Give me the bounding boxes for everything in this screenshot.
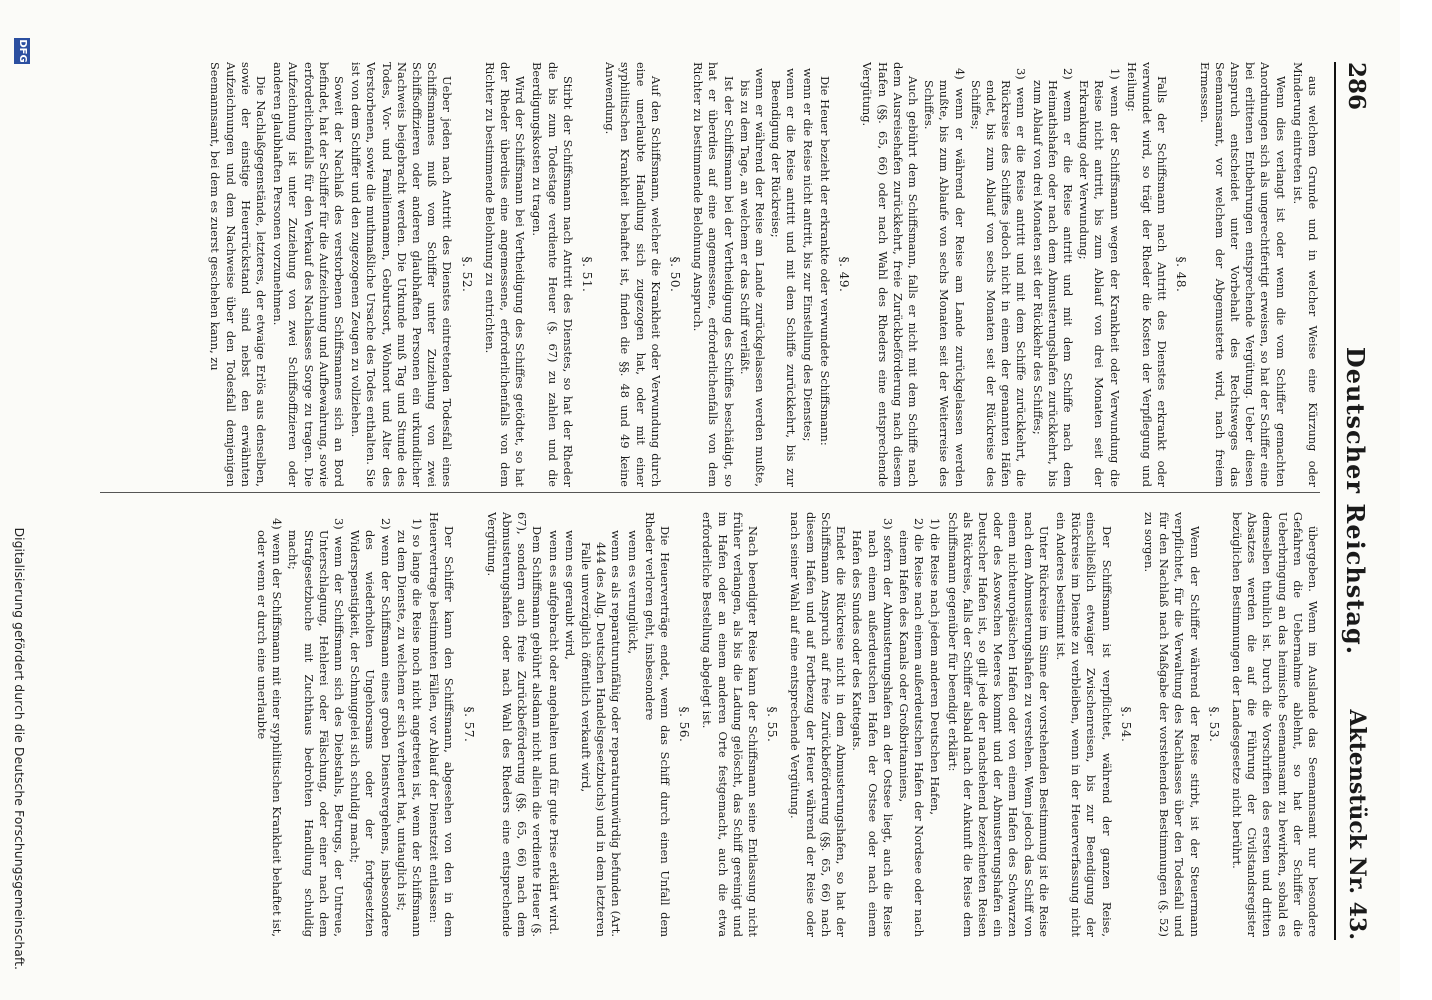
list-item: wenn es verunglückt, xyxy=(625,530,640,655)
list-item: 2) wenn er die Reise antritt und mit dem Schiffe nach dem Heimathshafen oder nach dem Abmusterungshafen zurückkehrt, bis zum Ablauf von drei Monaten seit der Rückkehr des Schiffes; xyxy=(1030,68,1075,487)
paragraph: Nach beendigter Reise kann der Schiffsmann seine Entlassung nicht früher verlangen, als bis die Ladung gelöscht, das Schiff gereinigt und im Hafen oder an einem anderen Orte festgemacht, auch die etwa erforderliche Bestellung abgelegt ist. xyxy=(700,512,761,937)
list-item: wenn er die Reise nicht antritt, bis zur Einstellung des Dienstes; xyxy=(800,68,815,442)
list-item: wenn er während der Reise am Lande zurückgelassen werden mußte, bis zu dem Tage, an welchem er das Schiff verläßt. xyxy=(737,68,768,487)
list-item: wenn es aufgebracht oder angehalten und für gute Prise erklärt wird. xyxy=(546,530,561,935)
list-item: 3) wenn der Schiffsmann sich des Diebstahls, Betrugs, der Untreue, Unterschlagung, Hehlerei oder Fälschung, oder einer nach dem Strafgesetzbuche mit Zuchthaus bedrohten Handlung schuldig macht; xyxy=(286,518,347,937)
paragraph: Wird der Schiffsmann bei Vertheidigung des Schiffes getödtet, so hat der Rheder überdies eine angemessene, erforderlichenfalls von dem Richter zu bestimmende Belohnung zu entrichten. xyxy=(482,62,528,487)
list-item: wenn er die Reise antritt und mit dem Schiffe zurückkehrt, bis zur Beendigung der Rückreise; xyxy=(769,68,799,487)
paragraph: Ist der Schiffsmann bei der Vertheidigung des Schiffes beschädigt, so hat er überdies auf eine angemessene, erforderlichenfalls von dem Richter zu bestimmende Belohnung Anspruch. xyxy=(691,62,736,487)
list-item: 3) wenn er die Reise antritt und mit dem Schiffe zurückkehrt, die Rückreise des Schiffes jedoch nicht in einem der genannten Häfen endet, bis zum Ablauf von sechs Monaten seit der Rückreise des Schiffes; xyxy=(968,68,1029,487)
paragraph: Die Heuerverträge endet, wenn das Schiff durch einen Unfall dem Rheder verloren geht, insbesondere xyxy=(642,512,673,937)
section-heading: §. 51. xyxy=(580,256,595,293)
text-column-left xyxy=(80,62,1320,487)
column-divider xyxy=(100,492,1320,493)
list-item: 2) wenn der Schiffsmann eines groben Dienstvergehens, insbesondere des wiederholten Ungehorsams oder der fortgesetzten Widerspenstigkeit, der Schmuggelei sich schuldig macht; xyxy=(348,518,393,937)
paragraph: Der Schiffsmann ist verpflichtet, während der ganzen Reise, einschließlich etwaiger Zwischenreisen, bis zur Beendigung der Rückreise im Dienste zu verbleiben, wenn in der Heuerverfassung nicht ein Anderes bestimmt ist. xyxy=(1053,512,1114,937)
paragraph: Die Nachlaßgegenstände, letzteres, der etwaige Erlös aus denselben, sowie der einstige Heuerrückstand sind nebst den erwähnten Aufzeichnungen und dem Nachweise über den Todesfall demjenigen Seemannsamt, bei dem es zuerst geschehen kann, zu xyxy=(208,62,268,487)
paragraph: Ueber jeden nach Antritt des Dienstes eintretenden Todesfall eines Schiffsmannes muß vom Schiffer unter Zuziehung von zwei Schiffsoffizieren oder anderen glaubhaften Personen ein urkundlicher Nachweis beigebracht werden. Die Urkunde muß Tag und Stunde des Todes, Vor- und Familiennamen, Geburtsort, Wohnort und Alter des Verstorbenen, sowie die muthmaßliche Ursache des Todes enthalten. Sie ist von dem Schiffer und den zugezogenen Zeugen zu vollziehen. xyxy=(349,62,455,487)
paragraph: Unter Rückreise im Sinne der vorstehenden Bestimmung ist die Reise nach dem Abmusterungshafen zu verstehen. Wenn jedoch das Schiff von einem nichteuropäischen Hafen oder von einem Hafen des Schwarzen oder des Asowschen Meeres kommt und der Abmusterungshafen ein Deutscher Hafen ist, so gilt jede der nachstehend bezeichneten Reisen als Rückreise, falls der Schiffer alsbald nach der Ankunft die Reise dem Schiffsmann gegenüber für beendigt erklärt: xyxy=(945,512,1051,937)
section-heading: §. 55. xyxy=(765,706,780,743)
section-heading: §. 48. xyxy=(1174,256,1189,293)
list-item: 1) die Reise nach jedem anderen Deutschen Hafen, xyxy=(928,518,943,815)
dfg-logo: DFG xyxy=(14,38,30,64)
section-heading: §. 57. xyxy=(461,706,476,743)
list-item: wenn es als reparaturunfähig oder reparaturunwürdig befunden (Art. 444 des Allg. Deutschen Handelsgesetzbuchs) und in dem letzteren Falle unverzüglich öffentlich verkauft wird, xyxy=(579,530,624,937)
list-item: wenn es geraubt wird, xyxy=(562,530,577,660)
paragraph: Soweit der Nachlaß des verstorbenen Schiffsmannes sich an Bord befindet, hat der Schiffer für die Aufzeichnung und Aufbewahrung, sowie erforderlichenfalls für den Verkauf des Nachlasses Sorge zu tragen. Die Aufzeichnung ist unter Zuziehung von zwei Schiffsoffizieren oder anderen glaubhaften Personen vorzunehmen. xyxy=(271,62,347,487)
paragraph: Die Heuer bezieht der erkrankte oder verwundete Schiffsmann: xyxy=(817,76,832,446)
page-header xyxy=(1334,62,1370,940)
list-item: 1) wenn der Schiffsmann wegen der Krankheit oder Verwundung die Reise nicht antritt, bis zum Ablauf von drei Monaten seit der Erkrankung oder Verwundung; xyxy=(1077,68,1122,487)
section-heading: §. 54. xyxy=(1118,706,1133,743)
attachment-label: Aktenstück Nr. 43. xyxy=(1344,709,1370,940)
paragraph: Auch gebührt dem Schiffsmann, falls er nicht mit dem Schiffe nach dem Ausreisehafen zurückkehrt, freie Zurückbeförderung nach diesem Hafen (§§. 65, 66) oder nach Wahl des Rheders eine entsprechende Vergütung. xyxy=(860,62,920,487)
section-heading: §. 52. xyxy=(459,256,474,293)
paragraph: Endet die Rückreise nicht in dem Abmusterungshafen, so hat der Schiffsmann Anspruch auf freie Zurückbeförderung (§§. 65, 66) nach diesem Hafen und auf Fortbezug der Heuer während der Reise oder nach seiner Wahl auf eine entsprechende Vergütung. xyxy=(788,512,849,937)
paragraph: aus welchem Grunde und in welcher Weise eine Kürzung oder Minderung eintreten ist. xyxy=(1290,62,1320,487)
list-item: 1) so lange die Reise noch nicht angetreten ist, wenn der Schiffsmann zu dem Dienste, zu welchem er sich verheuert hat, untauglich ist; xyxy=(394,518,425,937)
digitization-note: Digitalisierung gefördert durch die Deutsche Forschungsgemeinschaft. xyxy=(12,527,27,970)
journal-title: Deutscher Reichstag. xyxy=(1341,346,1370,656)
section-heading: §. 56. xyxy=(677,706,692,743)
paragraph: Auf den Schiffsmann, welcher die Krankheit oder Verwundung durch eine unerlaubte Handlung sich zugezogen hat, oder mit einer syphilitischen Krankheit behaftet ist, finden die §§. 48 und 49 keine Anwendung. xyxy=(603,62,663,487)
paragraph: Wenn dies verlangt ist oder wenn die vom Schiffer gemachten Anordnungen sich als ungerechtfertigt erweisen, so hat der Schiffer eine bei erlittenen Entbehrungen entsprechende Vergütung. Ueber diesen Anspruch entscheidet unter Vorbehalt des Rechtsweges das Seemannsamt, vor welchem der Abgemusterte wird, nach freiem Ermessen. xyxy=(1197,62,1288,487)
paragraph: Der Schiffer kann den Schiffsmann, abgesehen von den in dem Heuervertrage bestimmten Fällen, vor Ablauf der Dienstzeit entlassen: xyxy=(427,512,457,937)
paragraph: übergeben. Wenn im Auslande das Seemannsamt nur besondere Gefahren die Uebernahme ablehnt, so hat der Schiffer die Ueberbringung an das heimische Seemannsamt zu bewirken, sobald es demselben thunlich ist. Durch die Vorschriften des ersten und dritten Absatzes werden die auf die Führung der Civilstandsregister bezüglichen Bestimmungen der Landesgesetze nicht berührt. xyxy=(1229,512,1320,937)
list-item: 4) wenn der Schiffsmann mit einer syphilitischen Krankheit behaftet ist, oder wenn er durch eine unerlaubte xyxy=(255,518,285,937)
list-item: 2) die Reise nach einem außerdeutschen Hafen der Nordsee oder nach einem Hafen des Kanals oder Großbritanniens, xyxy=(896,518,927,937)
text-column-right xyxy=(80,512,1320,937)
paragraph: Falls der Schiffsmann nach Antritt des Dienstes erkrankt oder verwundet wird, so trägt der Rheder die Kosten der Verpflegung und Heilung: xyxy=(1124,62,1170,487)
list-item: 3) sofern der Abmusterungshafen an der Ostsee liegt, auch die Reise nach einem außerdeutschen Hafen der Ostsee oder nach einem Hafen des Sundes oder des Kattegats. xyxy=(850,518,895,937)
page-number: 286 xyxy=(1343,62,1370,111)
paragraph: Wenn der Schiffer während der Reise stirbt, ist der Steuermann verpflichtet, für die Verwaltung des Nachlasses über den Todesfall und für den Nachlaß nach Maßgabe der vorstehenden Bestimmungen (§. 52) zu sorgen. xyxy=(1141,512,1202,937)
section-heading: §. 53. xyxy=(1206,706,1221,743)
section-heading: §. 49. xyxy=(837,256,852,293)
paragraph: Dem Schiffsmann gebührt alsdann nicht allein die verdiente Heuer (§. 67), sondern auch freie Zurückbeförderung (§§. 65, 66) nach dem Abmusterungshafen oder nach Wahl des Rheders eine entsprechende Vergütung. xyxy=(484,512,545,937)
list-item: 4) wenn er während der Reise am Lande zurückgelassen werden mußte, bis zum Ablaufe von sechs Monaten seit der Weiterreise des Schiffes. xyxy=(922,68,967,487)
section-heading: §. 50. xyxy=(668,256,683,293)
paragraph: Stirbt der Schiffsmann nach Antritt des Dienstes, so hat der Rheder die bis zum Todestage verdiente Heuer (§. 67) zu zahlen und die Beerdigungskosten zu tragen. xyxy=(530,62,575,487)
